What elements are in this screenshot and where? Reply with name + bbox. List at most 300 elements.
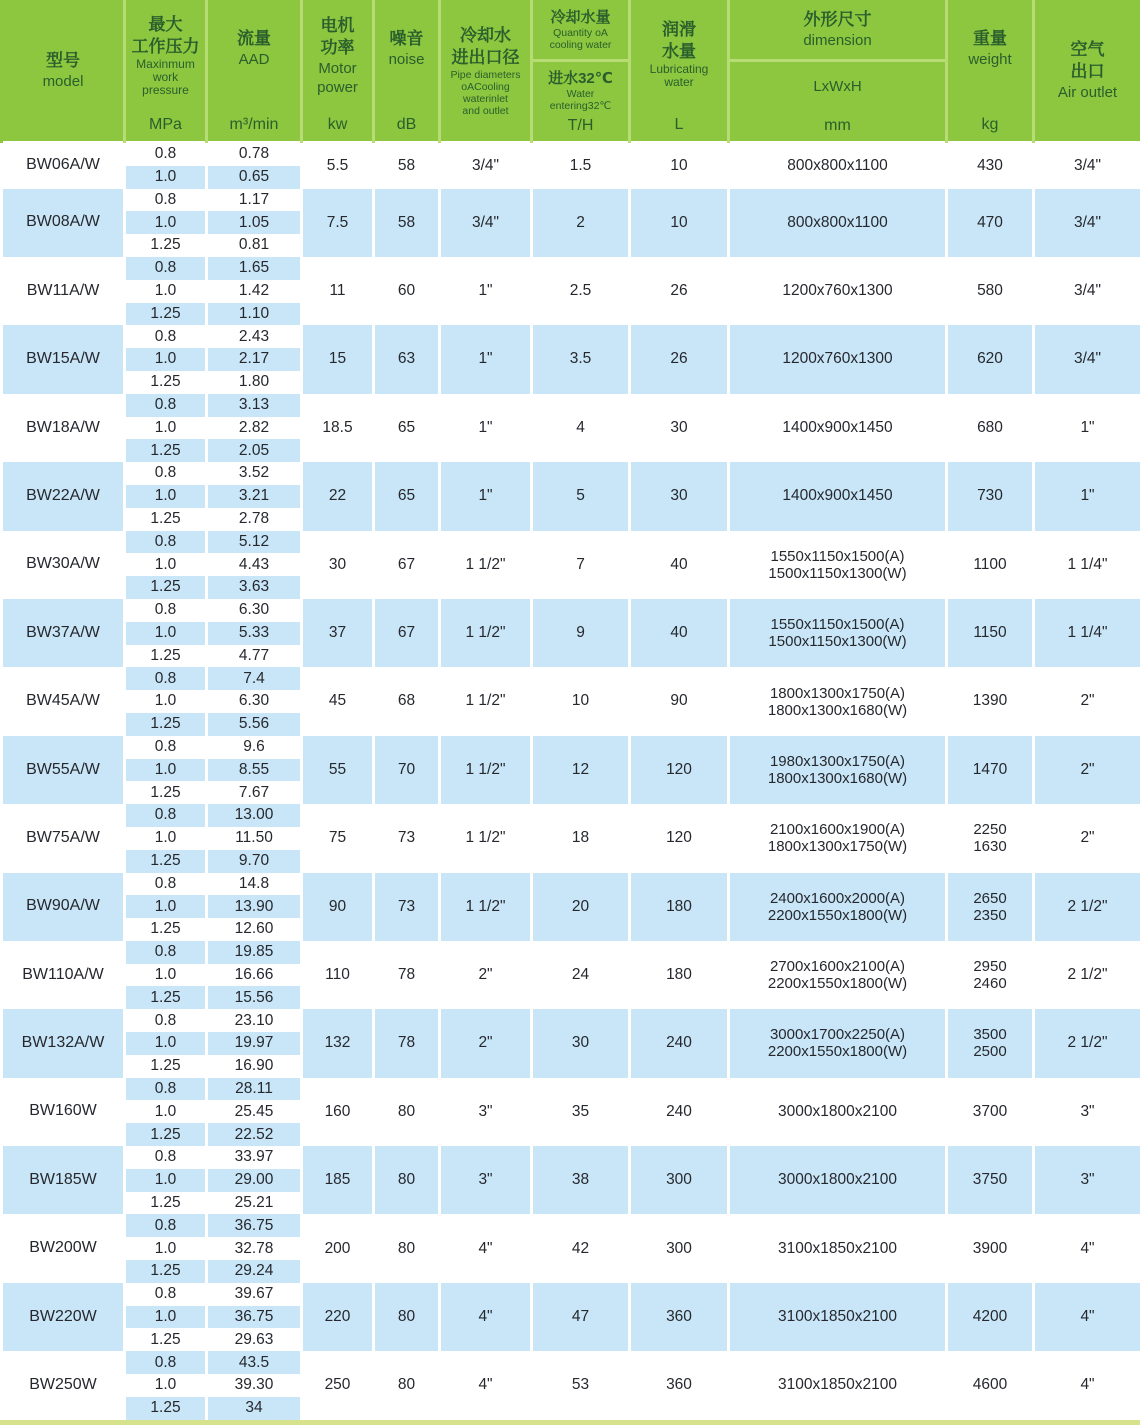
cooling-water-cell: 7 [532, 531, 630, 599]
flow-value-cell: 13.90 [207, 895, 302, 918]
flow-value-cell: 1.80 [207, 371, 302, 394]
pipe-diameter-cell: 3/4" [440, 189, 532, 257]
flow-value-cell: 2.43 [207, 325, 302, 348]
pressure-value-cell: 1.0 [125, 1169, 207, 1192]
model-cell: BW90A/W [2, 873, 125, 941]
lubricating-water-cell: 240 [630, 1009, 729, 1077]
pressure-value-cell: 0.8 [125, 1351, 207, 1374]
weight-cell: 3900 [947, 1214, 1034, 1282]
pressure-value-cell: 0.8 [125, 667, 207, 690]
model-cell: BW185W [2, 1146, 125, 1214]
pressure-value-cell: 1.0 [125, 553, 207, 576]
header-lub-unit: L [674, 115, 684, 133]
air-outlet-cell: 3/4" [1034, 325, 1140, 393]
air-outlet-cell: 3" [1034, 1146, 1140, 1214]
pressure-value-cell: 0.8 [125, 1146, 207, 1169]
lubricating-water-cell: 300 [630, 1146, 729, 1214]
cooling-water-cell: 2 [532, 189, 630, 257]
table-row [2, 1214, 1140, 1237]
pressure-value-cell: 1.0 [125, 348, 207, 371]
header-weight-en: weight [968, 51, 1012, 69]
air-outlet-cell: 3" [1034, 1078, 1140, 1146]
pressure-value-cell: 1.25 [125, 986, 207, 1009]
header-lub-zh2: 水量 [662, 41, 696, 61]
flow-value-cell: 0.78 [207, 142, 302, 166]
table-row [2, 257, 1140, 280]
weight-cell: 1390 [947, 667, 1034, 735]
cooling-water-cell: 53 [532, 1351, 630, 1419]
lubricating-water-cell: 10 [630, 189, 729, 257]
pressure-value-cell: 0.8 [125, 189, 207, 212]
cooling-water-cell: 4 [532, 394, 630, 462]
motor-power-cell: 75 [302, 804, 374, 872]
pressure-value-cell: 1.25 [125, 508, 207, 531]
motor-power-cell: 185 [302, 1146, 374, 1214]
cooling-water-cell: 2.5 [532, 257, 630, 325]
air-outlet-cell: 1 1/4" [1034, 599, 1140, 667]
flow-value-cell: 9.6 [207, 736, 302, 759]
pipe-diameter-cell: 1" [440, 325, 532, 393]
flow-value-cell: 36.75 [207, 1214, 302, 1237]
flow-value-cell: 7.4 [207, 667, 302, 690]
pressure-value-cell: 1.25 [125, 1260, 207, 1283]
motor-power-cell: 90 [302, 873, 374, 941]
header-dim-lxwxh: LxWxH [813, 77, 862, 95]
header-air-en: Air outlet [1057, 84, 1118, 101]
weight-cell: 2250 1630 [947, 804, 1034, 872]
flow-value-cell: 43.5 [207, 1351, 302, 1374]
air-outlet-cell: 4" [1034, 1283, 1140, 1351]
pressure-value-cell: 0.8 [125, 1214, 207, 1237]
dimension-cell: 1980x1300x1750(A) 1800x1300x1680(W) [729, 736, 947, 804]
pressure-value-cell: 1.25 [125, 713, 207, 736]
pressure-value-cell: 1.0 [125, 622, 207, 645]
lubricating-water-cell: 26 [630, 325, 729, 393]
cooling-water-cell: 3.5 [532, 325, 630, 393]
pressure-value-cell: 1.0 [125, 280, 207, 303]
flow-value-cell: 19.85 [207, 941, 302, 964]
lubricating-water-cell: 30 [630, 462, 729, 530]
pressure-value-cell: 1.0 [125, 1237, 207, 1260]
pressure-value-cell: 1.0 [125, 485, 207, 508]
table-row [2, 462, 1140, 485]
pressure-value-cell: 0.8 [125, 599, 207, 622]
weight-cell: 730 [947, 462, 1034, 530]
pipe-diameter-cell: 1 1/2" [440, 599, 532, 667]
air-outlet-cell: 2 1/2" [1034, 941, 1140, 1009]
pressure-value-cell: 1.0 [125, 1032, 207, 1055]
flow-value-cell: 39.30 [207, 1374, 302, 1397]
dimension-cell: 1550x1150x1500(A) 1500x1150x1300(W) [729, 531, 947, 599]
motor-power-cell: 200 [302, 1214, 374, 1282]
dimension-cell: 3000x1800x2100 [729, 1146, 947, 1214]
dimension-cell: 1200x760x1300 [729, 257, 947, 325]
flow-value-cell: 14.8 [207, 873, 302, 896]
header-pipe-zh1: 冷却水 [459, 25, 511, 45]
flow-value-cell: 25.45 [207, 1100, 302, 1123]
pressure-value-cell: 0.8 [125, 736, 207, 759]
pipe-diameter-cell: 1 1/2" [440, 531, 532, 599]
header-pipe-en1: Pipe diameters [450, 68, 521, 81]
header-flow-unit: m³/min [229, 115, 279, 133]
table-row [2, 1009, 1140, 1032]
header-cooling-bot-en1: Water [566, 87, 595, 100]
weight-cell: 2950 2460 [947, 941, 1034, 1009]
flow-value-cell: 5.56 [207, 713, 302, 736]
cooling-water-cell: 5 [532, 462, 630, 530]
lubricating-water-cell: 180 [630, 873, 729, 941]
noise-cell: 73 [374, 804, 440, 872]
dimension-cell: 3100x1850x2100 [729, 1283, 947, 1351]
flow-value-cell: 13.00 [207, 804, 302, 827]
header-power-en1: Motor [318, 59, 357, 77]
header-cooling-en1: Quantity oA [553, 27, 608, 39]
flow-value-cell: 9.70 [207, 850, 302, 873]
model-cell: BW15A/W [2, 325, 125, 393]
pipe-diameter-cell: 1 1/2" [440, 873, 532, 941]
pipe-diameter-cell: 1" [440, 462, 532, 530]
weight-cell: 680 [947, 394, 1034, 462]
lubricating-water-cell: 180 [630, 941, 729, 1009]
table-row [2, 599, 1140, 622]
noise-cell: 60 [374, 257, 440, 325]
header-cooling-unit: T/H [567, 116, 594, 134]
pressure-value-cell: 1.0 [125, 759, 207, 782]
lubricating-water-cell: 40 [630, 599, 729, 667]
header-air-zh1: 空气 [1070, 40, 1105, 59]
model-cell: BW30A/W [2, 531, 125, 599]
cooling-water-cell: 24 [532, 941, 630, 1009]
header-lub-en1: Lubricating [649, 61, 709, 76]
pressure-value-cell: 1.0 [125, 1100, 207, 1123]
air-outlet-cell: 1" [1034, 462, 1140, 530]
noise-cell: 80 [374, 1146, 440, 1214]
pressure-value-cell: 1.25 [125, 850, 207, 873]
motor-power-cell: 55 [302, 736, 374, 804]
pipe-diameter-cell: 1 1/2" [440, 736, 532, 804]
flow-value-cell: 5.12 [207, 531, 302, 554]
weight-cell: 430 [947, 142, 1034, 189]
lubricating-water-cell: 240 [630, 1078, 729, 1146]
header-cooling-en2: cooling water [549, 39, 612, 51]
table-row [2, 1283, 1140, 1306]
motor-power-cell: 37 [302, 599, 374, 667]
dimension-cell: 1400x900x1450 [729, 462, 947, 530]
noise-cell: 80 [374, 1283, 440, 1351]
header-power-zh2: 功率 [320, 37, 355, 57]
dimension-cell: 800x800x1100 [729, 189, 947, 257]
spec-table-body [2, 142, 1140, 1420]
pressure-value-cell: 0.8 [125, 394, 207, 417]
motor-power-cell: 30 [302, 531, 374, 599]
model-cell: BW11A/W [2, 257, 125, 325]
header-dim-en: dimension [803, 32, 872, 49]
header-pressure-en1: Maxinmum [136, 57, 195, 72]
col-header-dimension [729, 0, 947, 142]
flow-value-cell: 12.60 [207, 918, 302, 941]
noise-cell: 63 [374, 325, 440, 393]
air-outlet-cell: 3/4" [1034, 189, 1140, 257]
header-pipe-en4: and outlet [462, 104, 509, 117]
noise-cell: 67 [374, 531, 440, 599]
pressure-value-cell: 1.0 [125, 166, 207, 189]
motor-power-cell: 160 [302, 1078, 374, 1146]
weight-cell: 4200 [947, 1283, 1034, 1351]
col-header-pipe [440, 0, 532, 142]
flow-value-cell: 15.56 [207, 986, 302, 1009]
dimension-cell: 1550x1150x1500(A) 1500x1150x1300(W) [729, 599, 947, 667]
pressure-value-cell: 1.25 [125, 1055, 207, 1078]
flow-value-cell: 16.90 [207, 1055, 302, 1078]
col-header-pressure [125, 0, 207, 142]
flow-value-cell: 1.65 [207, 257, 302, 280]
motor-power-cell: 18.5 [302, 394, 374, 462]
flow-value-cell: 8.55 [207, 759, 302, 782]
table-row [2, 531, 1140, 554]
col-header-power [302, 0, 374, 142]
weight-cell: 3700 [947, 1078, 1034, 1146]
header-pipe-zh2: 进出口径 [451, 47, 520, 67]
header-cooling-bot-zh: 进水32℃ [548, 69, 613, 87]
flow-value-cell: 2.17 [207, 348, 302, 371]
weight-cell: 2650 2350 [947, 873, 1034, 941]
pressure-value-cell: 1.0 [125, 417, 207, 440]
noise-cell: 80 [374, 1351, 440, 1419]
cooling-water-cell: 18 [532, 804, 630, 872]
motor-power-cell: 7.5 [302, 189, 374, 257]
header-weight-unit: kg [981, 115, 999, 133]
cooling-water-cell: 12 [532, 736, 630, 804]
lubricating-water-cell: 360 [630, 1351, 729, 1419]
pressure-value-cell: 0.8 [125, 873, 207, 896]
pipe-diameter-cell: 3/4" [440, 142, 532, 189]
table-row [2, 736, 1140, 759]
dimension-cell: 3100x1850x2100 [729, 1214, 947, 1282]
pressure-value-cell: 0.8 [125, 941, 207, 964]
pipe-diameter-cell: 2" [440, 1009, 532, 1077]
pressure-value-cell: 1.0 [125, 827, 207, 850]
flow-value-cell: 33.97 [207, 1146, 302, 1169]
cooling-water-cell: 20 [532, 873, 630, 941]
table-row [2, 1078, 1140, 1101]
header-cooling-bot-en2: entering32℃ [549, 99, 612, 112]
lubricating-water-cell: 120 [630, 736, 729, 804]
air-outlet-cell: 2 1/2" [1034, 873, 1140, 941]
header-pressure-zh2: 工作压力 [131, 37, 200, 57]
header-cooling-zh: 冷却水量 [550, 9, 611, 26]
flow-value-cell: 28.11 [207, 1078, 302, 1101]
pressure-value-cell: 0.8 [125, 1009, 207, 1032]
dimension-cell: 1400x900x1450 [729, 394, 947, 462]
air-outlet-cell: 1 1/4" [1034, 531, 1140, 599]
weight-cell: 3750 [947, 1146, 1034, 1214]
header-pipe-en3: waterinlet [463, 92, 508, 105]
pressure-value-cell: 1.25 [125, 918, 207, 941]
motor-power-cell: 220 [302, 1283, 374, 1351]
model-cell: BW220W [2, 1283, 125, 1351]
header-pressure-unit: MPa [149, 115, 182, 133]
model-cell: BW22A/W [2, 462, 125, 530]
model-cell: BW37A/W [2, 599, 125, 667]
dimension-cell: 3100x1850x2100 [729, 1351, 947, 1419]
flow-value-cell: 23.10 [207, 1009, 302, 1032]
noise-cell: 70 [374, 736, 440, 804]
lubricating-water-cell: 90 [630, 667, 729, 735]
header-weight-zh: 重量 [972, 29, 1007, 49]
lubricating-water-cell: 30 [630, 394, 729, 462]
flow-value-cell: 22.52 [207, 1123, 302, 1146]
pressure-value-cell: 1.25 [125, 371, 207, 394]
pipe-diameter-cell: 1" [440, 257, 532, 325]
flow-value-cell: 6.30 [207, 599, 302, 622]
noise-cell: 58 [374, 189, 440, 257]
pipe-diameter-cell: 1" [440, 394, 532, 462]
table-row [2, 325, 1140, 348]
pipe-diameter-cell: 1 1/2" [440, 667, 532, 735]
flow-value-cell: 6.30 [207, 690, 302, 713]
table-row [2, 189, 1140, 212]
pipe-diameter-cell: 4" [440, 1283, 532, 1351]
flow-value-cell: 2.05 [207, 439, 302, 462]
pipe-diameter-cell: 2" [440, 941, 532, 1009]
air-outlet-cell: 2" [1034, 736, 1140, 804]
header-pipe-en2: oACooling [461, 80, 510, 93]
col-header-flow [207, 0, 302, 142]
pressure-value-cell: 0.8 [125, 804, 207, 827]
header-flow-zh: 流量 [237, 29, 271, 49]
pressure-value-cell: 1.25 [125, 1397, 207, 1420]
header-pressure-en2: work [152, 70, 179, 85]
flow-value-cell: 29.00 [207, 1169, 302, 1192]
pipe-diameter-cell: 1 1/2" [440, 804, 532, 872]
table-row [2, 394, 1140, 417]
pressure-value-cell: 1.0 [125, 964, 207, 987]
flow-value-cell: 7.67 [207, 781, 302, 804]
pressure-value-cell: 0.8 [125, 1283, 207, 1306]
col-header-model [2, 0, 125, 142]
flow-value-cell: 1.10 [207, 303, 302, 326]
motor-power-cell: 132 [302, 1009, 374, 1077]
dimension-cell: 1800x1300x1750(A) 1800x1300x1680(W) [729, 667, 947, 735]
header-noise-zh: 噪音 [389, 29, 424, 49]
pipe-diameter-cell: 3" [440, 1078, 532, 1146]
air-outlet-cell: 2" [1034, 667, 1140, 735]
motor-power-cell: 5.5 [302, 142, 374, 189]
noise-cell: 78 [374, 1009, 440, 1077]
col-header-lubricating [630, 0, 729, 142]
header-noise-en: noise [388, 51, 425, 69]
header-power-unit: kw [327, 115, 348, 133]
lubricating-water-cell: 300 [630, 1214, 729, 1282]
flow-value-cell: 36.75 [207, 1306, 302, 1329]
dimension-cell: 2700x1600x2100(A) 2200x1550x1800(W) [729, 941, 947, 1009]
pressure-value-cell: 0.8 [125, 325, 207, 348]
air-outlet-cell: 2 1/2" [1034, 1009, 1140, 1077]
pressure-value-cell: 1.25 [125, 439, 207, 462]
table-row [2, 941, 1140, 964]
noise-cell: 73 [374, 873, 440, 941]
motor-power-cell: 11 [302, 257, 374, 325]
weight-cell: 1100 [947, 531, 1034, 599]
cooling-water-cell: 1.5 [532, 142, 630, 189]
weight-cell: 470 [947, 189, 1034, 257]
air-outlet-cell: 4" [1034, 1351, 1140, 1419]
flow-value-cell: 3.63 [207, 576, 302, 599]
pressure-value-cell: 1.25 [125, 303, 207, 326]
dimension-cell: 2400x1600x2000(A) 2200x1550x1800(W) [729, 873, 947, 941]
header-air-zh2: 出口 [1070, 62, 1105, 81]
cooling-water-cell: 35 [532, 1078, 630, 1146]
flow-value-cell: 1.17 [207, 189, 302, 212]
lubricating-water-cell: 360 [630, 1283, 729, 1351]
motor-power-cell: 22 [302, 462, 374, 530]
model-cell: BW18A/W [2, 394, 125, 462]
noise-cell: 65 [374, 462, 440, 530]
flow-value-cell: 2.82 [207, 417, 302, 440]
pressure-value-cell: 1.25 [125, 1328, 207, 1351]
air-outlet-cell: 2" [1034, 804, 1140, 872]
flow-value-cell: 29.24 [207, 1260, 302, 1283]
weight-cell: 3500 2500 [947, 1009, 1034, 1077]
pressure-value-cell: 1.25 [125, 234, 207, 257]
lubricating-water-cell: 26 [630, 257, 729, 325]
pressure-value-cell: 1.25 [125, 781, 207, 804]
flow-value-cell: 1.42 [207, 280, 302, 303]
table-row [2, 1146, 1140, 1169]
pressure-value-cell: 1.25 [125, 1123, 207, 1146]
cooling-water-cell: 30 [532, 1009, 630, 1077]
noise-cell: 80 [374, 1078, 440, 1146]
pressure-value-cell: 1.25 [125, 1192, 207, 1215]
flow-value-cell: 0.81 [207, 234, 302, 257]
flow-value-cell: 3.13 [207, 394, 302, 417]
cooling-water-cell: 42 [532, 1214, 630, 1282]
model-cell: BW160W [2, 1078, 125, 1146]
weight-cell: 1150 [947, 599, 1034, 667]
col-header-air [1034, 0, 1140, 142]
col-header-cooling [532, 0, 630, 142]
flow-value-cell: 0.65 [207, 166, 302, 189]
header-power-zh1: 电机 [320, 15, 355, 35]
noise-cell: 67 [374, 599, 440, 667]
flow-value-cell: 3.52 [207, 462, 302, 485]
header-model-zh: 型号 [45, 51, 80, 70]
col-header-weight [947, 0, 1034, 142]
pressure-value-cell: 0.8 [125, 142, 207, 166]
pipe-diameter-cell: 3" [440, 1146, 532, 1214]
cooling-water-cell: 38 [532, 1146, 630, 1214]
flow-value-cell: 1.05 [207, 211, 302, 234]
dimension-cell: 3000x1800x2100 [729, 1078, 947, 1146]
pressure-value-cell: 1.0 [125, 895, 207, 918]
cooling-water-cell: 9 [532, 599, 630, 667]
model-cell: BW55A/W [2, 736, 125, 804]
table-row [2, 667, 1140, 690]
air-outlet-cell: 3/4" [1034, 257, 1140, 325]
col-header-noise [374, 0, 440, 142]
model-cell: BW132A/W [2, 1009, 125, 1077]
header-dim-zh: 外形尺寸 [803, 10, 872, 29]
weight-cell: 580 [947, 257, 1034, 325]
pipe-diameter-cell: 4" [440, 1351, 532, 1419]
model-cell: BW08A/W [2, 189, 125, 257]
header-flow-en: AAD [238, 51, 270, 69]
header-lub-en2: water [664, 74, 694, 89]
weight-cell: 1470 [947, 736, 1034, 804]
pipe-diameter-cell: 4" [440, 1214, 532, 1282]
header-pressure-zh1: 最大 [148, 15, 183, 35]
pressure-value-cell: 0.8 [125, 531, 207, 554]
